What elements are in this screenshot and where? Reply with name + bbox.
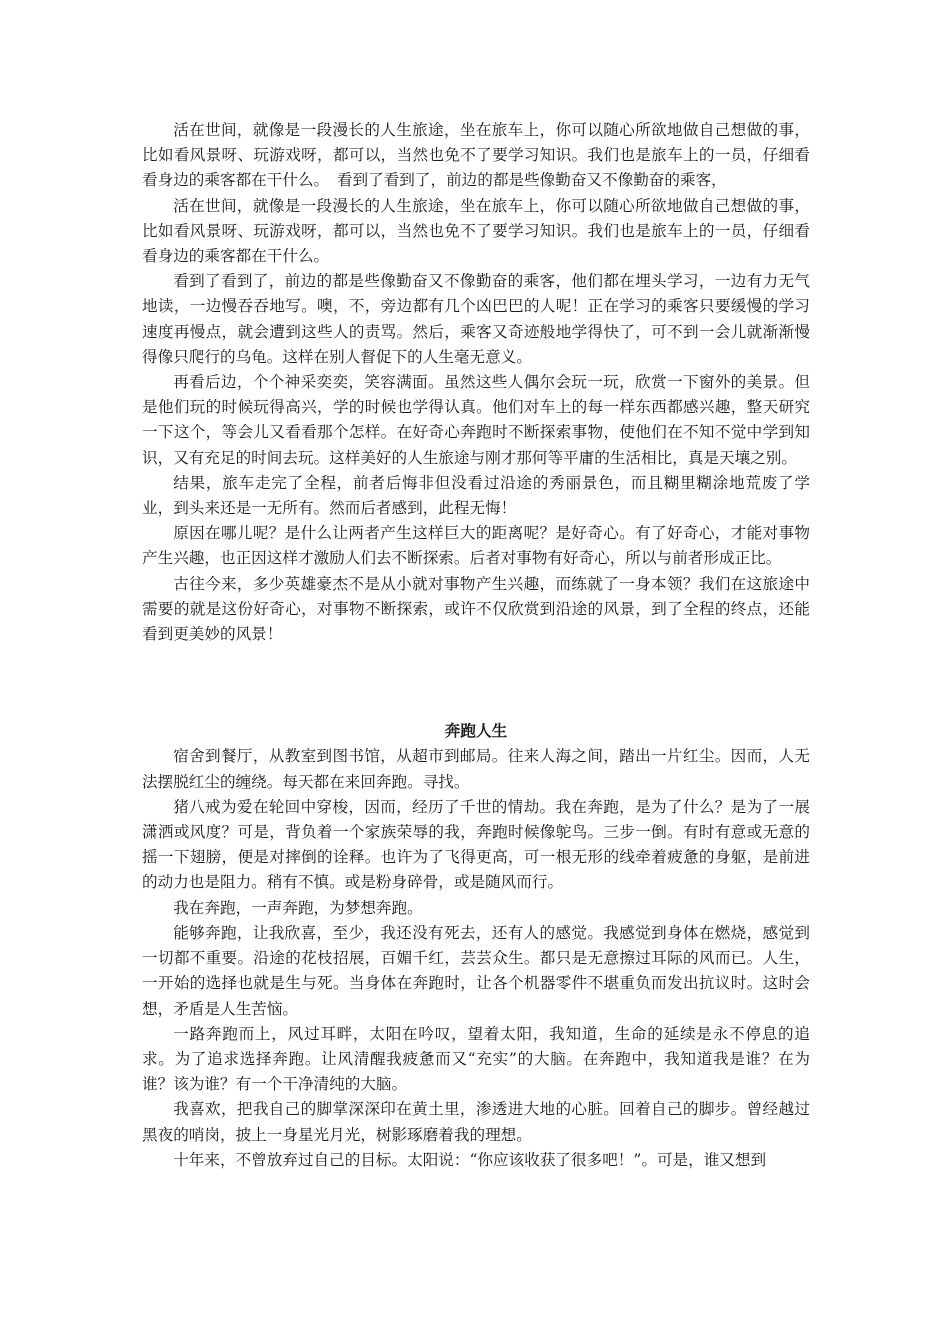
paragraph: 活在世间，就像是一段漫长的人生旅途，坐在旅车上，你可以随心所欲地做自己想做的事，比如看风景呀、玩游戏呀，都可以，当然也免不了要学习知识。我们也是旅车上的一员，仔细看看身边的乘客都在干什么。 [142,196,810,266]
paragraph: 看到了看到了，前边的都是些像勤奋又不像勤奋的乘客，他们都在埋头学习，一边有力无气地读，一边慢吞吞地写。噢，不，旁边都有几个凶巴巴的人呢！正在学习的乘客只要缓慢的学习速度再慢点，就会遭到这些人的责骂。然后，乘客又奇迹般地学得快了，可不到一会儿就渐渐慢得像只爬行的乌龟。这样在别人督促下的人生毫无意义。 [142,272,810,366]
paragraph: 宿舍到餐厅，从教室到图书馆，从超市到邮局。往来人海之间，踏出一片红尘。因而，人无法摆脱红尘的缠绕。每天都在来回奔跑。寻找。 [142,747,810,791]
paragraph: 原因在哪儿呢？是什么让两者产生这样巨大的距离呢？是好奇心。有了好奇心，才能对事物产生兴趣，也正因这样才激励人们去不断探索。后者对事物有好奇心，所以与前者形成正比。 [142,524,810,568]
paragraph: 我喜欢，把我自己的脚掌深深印在黄土里，渗透进大地的心脏。回着自己的脚步。曾经越过黑夜的哨岗，披上一身星光月光，树影琢磨着我的理想。 [142,1100,810,1144]
paragraph: 再看后边，个个神采奕奕，笑容满面。虽然这些人偶尔会玩一玩，欣赏一下窗外的美景。但是他们玩的时候玩得高兴，学的时候也学得认真。他们对车上的每一样东西都感兴趣，整天研究一下这个，等会儿又看看那个怎样。在好奇心奔跑时不断探索事物，使他们在不知不觉中学到知识，又有充足的时间去玩。这样美好的人生旅途与刚才那何等平庸的生活相比，真是天壤之别。 [142,373,810,467]
essay-running-life [142,719,810,1173]
paragraph: 我在奔跑，一声奔跑，为梦想奔跑。 [173,898,423,917]
essay-title: 奔跑人生 [444,722,508,741]
section-spacer [142,647,810,719]
paragraph: 猪八戒为爱在轮回中穿梭，因而，经历了千世的情劫。我在奔跑，是为了什么？是为了一展潇洒或风度？可是，背负着一个家族荣辱的我，奔跑时候像鸵鸟。三步一倒。有时有意或无意的摇一下翅膀，便是对摔倒的诠释。也许为了飞得更高，可一根无形的线牵着疲惫的身躯，是前进的动力也是阻力。稍有不慎。或是粉身碎骨，或是随风而行。 [142,797,810,892]
paragraph: 古往今来，多少英雄豪杰不是从小就对事物产生兴趣，而练就了一身本领？我们在这旅途中需要的就是这份好奇心，对事物不断探索，或许不仅欣赏到沿途的风景，到了全程的终点，还能看到更美妙的风景！ [142,574,810,644]
paragraph: 结果，旅车走完了全程，前者后悔非但没看过沿途的秀丽景色，而且糊里糊涂地荒废了学业，到头来还是一无所有。然而后者感到，此程无悔！ [142,473,810,518]
essay-curiosity [142,118,810,647]
document-page [142,118,810,1173]
paragraph: 一路奔跑而上，风过耳畔，太阳在吟叹，望着太阳，我知道，生命的延续是永不停息的追求。为了追求选择奔跑。让风清醒我疲惫而又“充实”的大脑。在奔跑中，我知道我是谁？在为谁？该为谁？有一个干净清纯的大脑。 [142,1024,810,1094]
paragraph: 活在世间，就像是一段漫长的人生旅途，坐在旅车上，你可以随心所欲地做自己想做的事，比如看风景呀、玩游戏呀，都可以，当然也免不了要学习知识。我们也是旅车上的一员，仔细看看身边的乘客都在干什么。 看到了看到了，前边的都是些像勤奋又不像勤奋的乘客， [142,121,810,190]
paragraph: 能够奔跑，让我欣喜，至少，我还没有死去，还有人的感觉。我感觉到身体在燃烧，感觉到一切都不重要。沿途的花枝招展，百媚千红，芸芸众生。都只是无意擦过耳际的风而已。人生，一开始的选择也就是生与死。当身体在奔跑时，让各个机器零件不堪重负而发出抗议时。这时会想，矛盾是人生苦恼。 [142,923,810,1018]
paragraph: 十年来，不曾放弃过自己的目标。太阳说：“你应该收获了很多吧！”。可是，谁又想到 [173,1150,767,1169]
